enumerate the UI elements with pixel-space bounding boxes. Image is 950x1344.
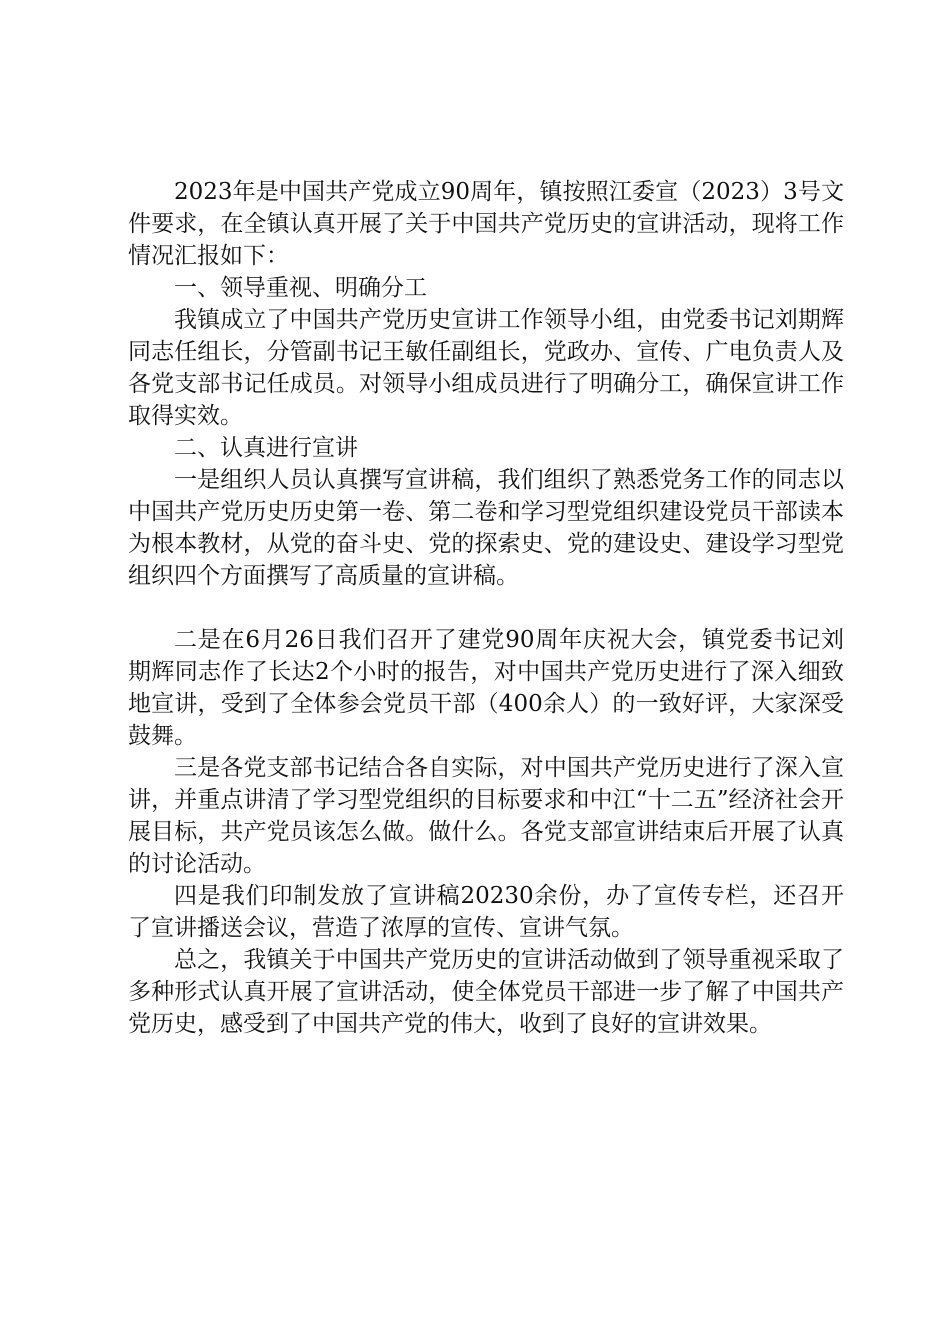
item-four-paragraph: 四是我们印制发放了宣讲稿20230余份，办了宣传专栏，还召开了宣讲播送会议，营造了浓厚的宣传、宣讲气氛。 (128, 883, 844, 941)
item-two-paragraph: 二是在6月26日我们召开了建党90周年庆祝大会，镇党委书记刘期辉同志作了长达2个小时的报告，对中国共产党历史进行了深入细致地宣讲，受到了全体参会党员干部（400余人）的一致好评，大家深受鼓舞。 (128, 627, 844, 749)
item-three-paragraph: 三是各党支部书记结合各自实际，对中国共产党历史进行了深入宣讲，并重点讲清了学习型党组织的目标要求和中江“十二五”经济社会开展目标，共产党员该怎么做。做什么。各党支部宣讲结束后开展了认真的讨论活动。 (128, 755, 844, 877)
intro-paragraph: 2023年是中国共产党成立90周年，镇按照江委宣（2023）3号文件要求，在全镇认真开展了关于中国共产党历史的宣讲活动，现将工作情况汇报如下： (128, 179, 844, 269)
conclusion-paragraph: 总之，我镇关于中国共产党历史的宣讲活动做到了领导重视采取了多种形式认真开展了宣讲活动，使全体党员干部进一步了解了中国共产党历史，感受到了中国共产党的伟大，收到了良好的宣讲效果。 (128, 947, 844, 1037)
document-body (128, 176, 844, 1040)
paragraph-spacer (128, 592, 844, 624)
leadership-paragraph: 我镇成立了中国共产党历史宣讲工作领导小组，由党委书记刘期辉同志任组长，分管副书记王敏任副组长，党政办、宣传、广电负责人及各党支部书记任成员。对领导小组成员进行了明确分工，确保宣讲工作取得实效。 (128, 307, 844, 429)
section-heading-1: 一、领导重视、明确分工 (174, 275, 427, 301)
section-heading-2: 二、认真进行宣讲 (174, 435, 358, 461)
item-one-paragraph: 一是组织人员认真撰写宣讲稿，我们组织了熟悉党务工作的同志以中国共产党历史历史第一卷、第二卷和学习型党组织建设党员干部读本为根本教材，从党的奋斗史、党的探索史、党的建设史、建设学习型党组织四个方面撰写了高质量的宣讲稿。 (128, 467, 844, 589)
